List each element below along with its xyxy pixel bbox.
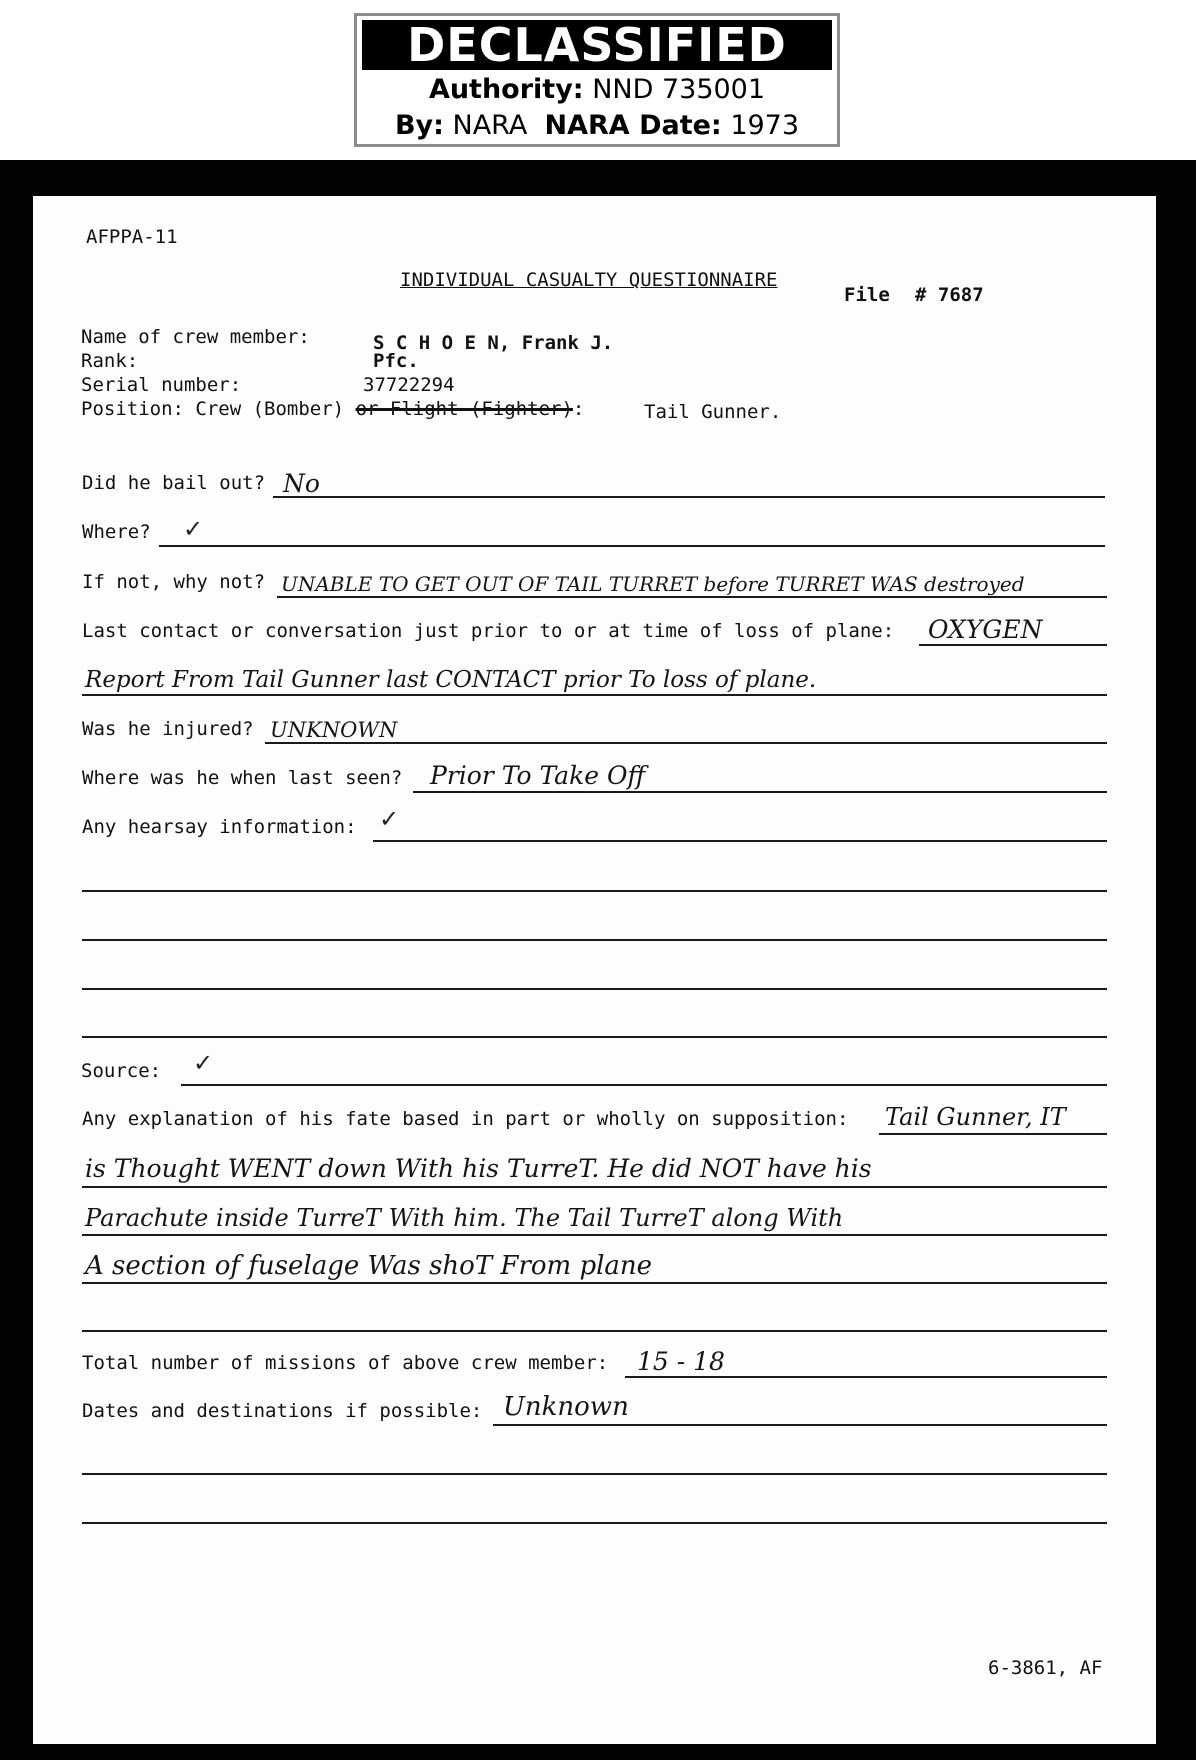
questionnaire-page [33, 196, 1156, 1744]
stamp-by-line [357, 110, 837, 141]
blank-rule [82, 1036, 1107, 1038]
bail-value: No [283, 469, 320, 498]
source-rule [181, 1084, 1107, 1086]
position-line [81, 398, 584, 420]
explanation-value-line-4: A section of fuselage Was shoT From plane [85, 1251, 653, 1281]
file-label: File [844, 284, 890, 306]
explanation-rule-4 [82, 1282, 1107, 1284]
stamp-by-label: By: [394, 110, 444, 141]
injured-value: UNKNOWN [270, 718, 398, 742]
file-number: # 7687 [915, 284, 984, 306]
missions-label: Total number of missions of above crew member: [82, 1352, 609, 1374]
checkmark-icon: ✓ [379, 805, 400, 833]
contact-label: Last contact or conversation just prior to or at time of loss of plane: [82, 620, 895, 642]
stamp-authority-line [357, 74, 837, 105]
rank-value: Pfc. [373, 350, 419, 372]
last-seen-rule [413, 791, 1107, 793]
form-title: INDIVIDUAL CASUALTY QUESTIONNAIRE [400, 269, 778, 291]
last-seen-label: Where was he when last seen? [82, 767, 403, 789]
explanation-value-line-1: Tail Gunner, IT [885, 1103, 1066, 1131]
contact-value-line-2: Report From Tail Gunner last CONTACT prior To loss of plane. [85, 667, 817, 693]
stamp-authority-value: NND 735001 [592, 74, 766, 105]
explanation-value-line-3: Parachute inside TurreT With him. The Tail TurreT along With [85, 1204, 844, 1232]
serial-value: 37722294 [363, 374, 455, 396]
dates-value: Unknown [503, 1392, 629, 1422]
name-value: S C H O E N, Frank J. [373, 332, 614, 354]
why-value: UNABLE TO GET OUT OF TAIL TURRET before TURRET WAS destroyed [281, 572, 1025, 596]
position-struck-text: or Flight (Fighter) [355, 398, 573, 420]
blank-rule [82, 1473, 1107, 1475]
footer-form-code: 6-3861, AF [988, 1657, 1103, 1679]
checkmark-icon: ✓ [193, 1049, 214, 1077]
contact-rule-2 [82, 694, 1107, 696]
injured-label: Was he injured? [82, 718, 254, 740]
position-colon: : [572, 398, 585, 420]
declassified-stamp [354, 13, 840, 147]
rank-label: Rank: [81, 350, 139, 372]
explanation-rule-3 [82, 1234, 1107, 1236]
position-value: Tail Gunner. [644, 401, 782, 423]
contact-rule-1 [919, 644, 1107, 646]
explanation-rule-2 [82, 1186, 1107, 1188]
blank-rule [82, 1522, 1107, 1524]
where-rule [159, 545, 1105, 547]
missions-rule [625, 1376, 1107, 1378]
blank-rule [82, 988, 1107, 990]
explanation-label: Any explanation of his fate based in part or wholly on supposition: [82, 1108, 849, 1130]
serial-label: Serial number: [81, 374, 242, 396]
missions-value: 15 - 18 [637, 1347, 725, 1376]
explanation-value-line-2: is Thought WENT down With his TurreT. He did NOT have his [85, 1154, 872, 1183]
explanation-rule-1 [879, 1133, 1107, 1135]
blank-rule [82, 939, 1107, 941]
bail-label: Did he bail out? [82, 472, 266, 494]
scan-speck [573, 199, 577, 203]
form-id: AFPPA-11 [86, 226, 178, 248]
checkmark-icon: ✓ [183, 515, 204, 543]
why-label: If not, why not? [82, 571, 266, 593]
dates-rule [493, 1424, 1107, 1426]
contact-value-line-1: OXYGEN [928, 615, 1043, 644]
last-seen-value: Prior To Take Off [430, 761, 646, 790]
hearsay-rule [373, 840, 1107, 842]
dates-label: Dates and destinations if possible: [82, 1400, 483, 1422]
stamp-title: DECLASSIFIED [362, 20, 832, 70]
name-label: Name of crew member: [81, 326, 310, 348]
stamp-by-value: NARA [452, 110, 528, 141]
blank-rule [82, 890, 1107, 892]
source-label: Source: [81, 1060, 162, 1082]
stamp-authority-label: Authority: [428, 74, 584, 105]
where-label: Where? [82, 521, 151, 543]
hearsay-label: Any hearsay information: [82, 816, 357, 838]
position-label: Position: Crew (Bomber) [81, 398, 345, 420]
blank-rule [82, 1330, 1107, 1332]
stamp-date-label: NARA Date: [544, 110, 722, 141]
stamp-date-value: 1973 [730, 110, 800, 141]
bail-rule [273, 496, 1105, 498]
